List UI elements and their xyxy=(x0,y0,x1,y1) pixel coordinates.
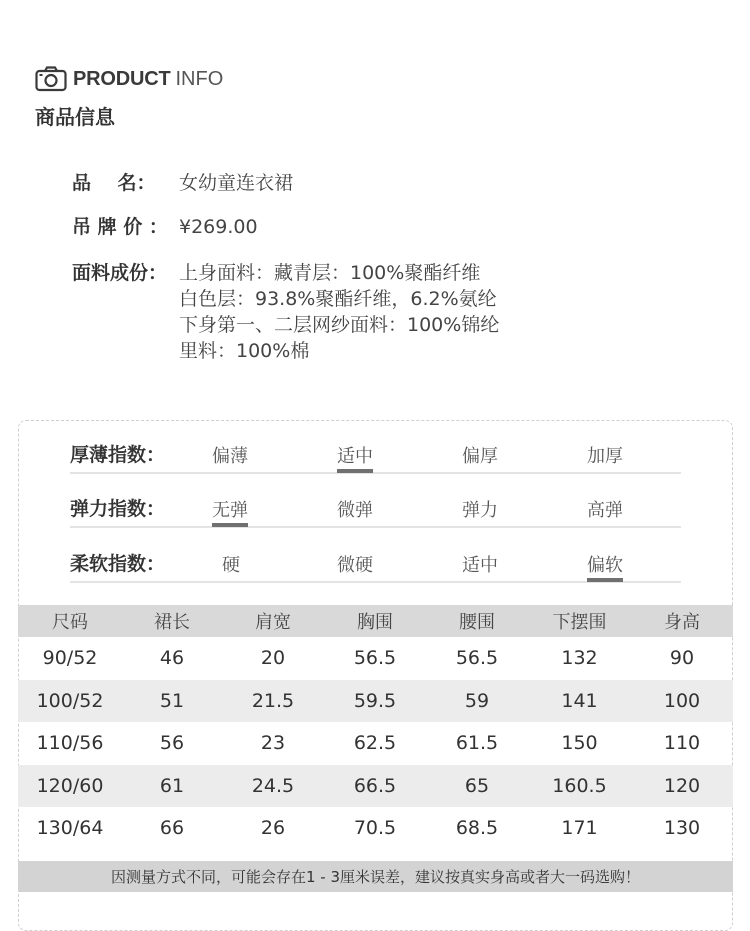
index-row-thickness xyxy=(70,434,681,474)
table-row xyxy=(18,807,733,850)
table-cell: 46 xyxy=(159,647,185,670)
table-cell: 56 xyxy=(159,732,185,755)
table-header-row xyxy=(18,605,733,637)
table-cell: 56.5 xyxy=(455,647,499,670)
table-cell: 65 xyxy=(464,774,490,797)
name-value: 女幼童连衣裙 xyxy=(179,172,294,194)
page-subtitle: 商品信息 xyxy=(35,105,115,129)
header-title-bold: PRODUCT xyxy=(73,67,171,90)
table-cell: 23 xyxy=(260,732,286,755)
name-label: 品 名： xyxy=(72,172,156,194)
fabric-lines xyxy=(179,260,499,364)
section-header xyxy=(35,64,223,94)
table-cell: 66 xyxy=(159,817,185,840)
table-cell: 120/60 xyxy=(36,774,104,797)
table-cell: 100 xyxy=(663,689,701,712)
table-cell: 56.5 xyxy=(353,647,397,670)
table-header-cell: 身高 xyxy=(664,612,700,633)
table-cell: 141 xyxy=(561,689,598,712)
index-option: 加厚 xyxy=(587,446,623,467)
index-label: 厚薄指数： xyxy=(70,444,166,466)
index-option: 偏薄 xyxy=(212,446,248,467)
index-row-softness xyxy=(70,543,681,583)
index-option: 偏厚 xyxy=(462,446,498,467)
table-cell: 90/52 xyxy=(42,647,98,670)
table-header-cell: 胸围 xyxy=(357,612,393,633)
index-option: 高弹 xyxy=(587,500,623,521)
table-cell: 70.5 xyxy=(353,817,397,840)
table-cell: 132 xyxy=(561,647,598,670)
fabric-line: 里料：100%棉 xyxy=(179,340,310,362)
index-option-selected: 偏软 xyxy=(587,551,623,582)
table-cell: 160.5 xyxy=(552,774,607,797)
index-option: 弹力 xyxy=(462,500,498,521)
table-cell: 130 xyxy=(663,817,701,840)
header-title-light: INFO xyxy=(175,67,224,90)
table-header-cell: 肩宽 xyxy=(255,612,291,633)
index-option-selected: 适中 xyxy=(337,442,373,473)
table-cell: 24.5 xyxy=(251,774,295,797)
table-cell: 20 xyxy=(260,647,286,670)
fabric-line: 下身第一、二层网纱面料：100%锦纶 xyxy=(179,314,500,336)
fabric-line: 白色层：93.8%聚酯纤维，6.2%氨纶 xyxy=(179,288,497,310)
index-label: 柔软指数： xyxy=(70,553,166,575)
table-cell: 110/56 xyxy=(36,732,104,755)
table-header-cell: 下摆围 xyxy=(552,612,607,633)
info-row-name xyxy=(72,170,672,196)
table-cell: 62.5 xyxy=(353,732,397,755)
price-value: ¥269.00 xyxy=(179,216,258,238)
index-label: 弹力指数： xyxy=(70,498,166,520)
table-header-cell: 腰围 xyxy=(459,612,495,633)
table-cell: 120 xyxy=(663,774,701,797)
camera-icon xyxy=(35,66,67,92)
table-cell: 61 xyxy=(159,774,185,797)
fabric-label: 面料成份： xyxy=(72,262,168,284)
table-cell: 66.5 xyxy=(353,774,397,797)
table-header-cell: 尺码 xyxy=(52,612,88,633)
table-cell: 59 xyxy=(464,689,490,712)
table-cell: 130/64 xyxy=(36,817,104,840)
index-option: 微硬 xyxy=(337,555,373,576)
table-cell: 171 xyxy=(561,817,598,840)
info-row-fabric xyxy=(72,260,672,364)
index-row-elasticity xyxy=(70,488,681,528)
table-row xyxy=(18,637,733,680)
table-cell: 51 xyxy=(159,689,185,712)
fabric-line: 上身面料：藏青层：100%聚酯纤维 xyxy=(179,262,481,284)
table-cell: 110 xyxy=(663,732,701,755)
index-option: 微弹 xyxy=(337,500,373,521)
table-row xyxy=(18,765,733,808)
index-option: 硬 xyxy=(222,555,240,576)
table-cell: 26 xyxy=(260,817,286,840)
table-header-cell: 裙长 xyxy=(154,612,190,633)
index-option: 适中 xyxy=(462,555,498,576)
table-row xyxy=(18,722,733,765)
size-table xyxy=(18,605,733,850)
table-row xyxy=(18,680,733,723)
table-cell: 21.5 xyxy=(251,689,295,712)
table-cell: 59.5 xyxy=(353,689,397,712)
measurement-note: 因测量方式不同，可能会存在1 - 3厘米误差，建议按真实身高或者大一码选购！ xyxy=(18,861,733,892)
table-cell: 68.5 xyxy=(455,817,499,840)
table-cell: 150 xyxy=(561,732,598,755)
table-cell: 90 xyxy=(669,647,695,670)
info-row-price xyxy=(72,214,672,240)
table-cell: 61.5 xyxy=(455,732,499,755)
index-option-selected: 无弹 xyxy=(212,496,248,527)
price-label: 吊 牌 价 ： xyxy=(72,216,168,238)
table-cell: 100/52 xyxy=(36,689,104,712)
